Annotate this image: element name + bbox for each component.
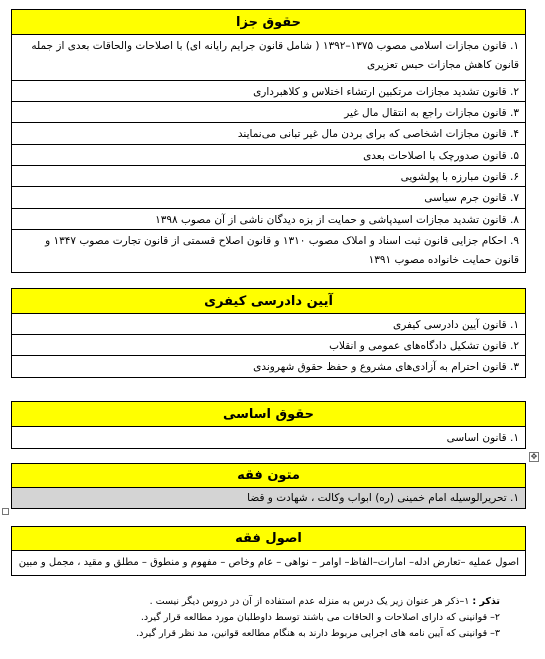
list-item: ۳. قانون مجازات راجع به انتقال مال غیر: [12, 102, 525, 123]
note-line-1: تذکر : ۱–ذکر هر عنوان زیر یک درس به منزله عدم استفاده از آن در دروس دیگر نیست .: [149, 596, 500, 607]
list-item[interactable]: ۱. تحریرالوسیله امام خمینی (ره) ابواب وکالت ، شهادت و قضا: [12, 488, 525, 508]
fiqh-principles-table: [11, 526, 526, 576]
list-item: ۱. قانون آیین دادرسی کیفری: [12, 314, 525, 335]
resize-handle-icon[interactable]: [2, 508, 9, 515]
criminal-procedure-table: [11, 288, 526, 378]
list-item: ۲. قانون تشکیل دادگاه‌های عمومی و انقلاب: [12, 335, 525, 356]
constitutional-law-table: [11, 401, 526, 449]
notes-label: تذکر :: [472, 596, 500, 607]
penal-law-title: حقوق جزا: [12, 10, 525, 35]
notes: [40, 594, 500, 642]
constitutional-law-title: حقوق اساسی: [12, 402, 525, 427]
list-item: ۱. قانون مجازات اسلامی مصوب ۱۳۷۵–۱۳۹۲ ( شامل قانون جرایم رایانه ای) با اصلاحات والحاقات بعدی از جمله قانون کاهش مجازات حبس تعزیری: [12, 35, 525, 81]
list-item: ۱. قانون اساسی: [446, 432, 519, 444]
fiqh-texts-title: متون فقه: [12, 464, 525, 488]
list-item: اصول عملیه –تعارض ادله– امارات–الفاظ– اوامر – نواهی – عام وخاص – مفهوم و منطوق – مطلق و مقید ، مجمل و مبین: [18, 557, 519, 568]
fiqh-principles-title: اصول فقه: [12, 527, 525, 551]
list-item: ۴. قانون مجازات اشخاصی که برای بردن مال غیر تبانی می‌نمایند: [12, 123, 525, 145]
fiqh-texts-table: [11, 463, 526, 509]
list-item: ۲. قانون تشدید مجازات مرتکبین ارتشاء اختلاس و کلاهبرداری: [12, 81, 525, 102]
list-item: ۳. قانون احترام به آزادی‌های مشروع و حفظ حقوق شهروندی: [253, 361, 519, 373]
list-item: ۶. قانون مبارزه با پولشویی: [12, 166, 525, 187]
list-item: ۷. قانون جرم سیاسی: [12, 187, 525, 209]
list-item: ۵. قانون صدورچک با اصلاحات بعدی: [12, 145, 525, 166]
criminal-procedure-title: آیین دادرسی کیفری: [12, 289, 525, 314]
note-line-2: ۲– قوانینی که دارای اصلاحات و الحاقات می باشند توسط داوطلبان مورد مطالعه قرار گیرد.: [140, 612, 500, 623]
list-item: ۹. احکام جزایی قانون ثبت اسناد و املاک مصوب ۱۳۱۰ و قانون اصلاح قسمتی از قانون تجارت مصوب ۱۳۴۷ و قانون حمایت خانواده مصوب ۱۳۹۱: [45, 235, 519, 266]
list-item: ۸. قانون تشدید مجازات اسیدپاشی و حمایت از بزه دیدگان ناشی از آن مصوب ۱۳۹۸: [12, 209, 525, 230]
note-line-3: ۳– قوانینی که آیین نامه های اجرایی مربوط دارند به هنگام مطالعه قوانین، مد نظر قرار گیرد.: [136, 628, 500, 639]
move-handle-icon[interactable]: ✥: [530, 452, 538, 461]
penal-law-table: [11, 9, 526, 273]
